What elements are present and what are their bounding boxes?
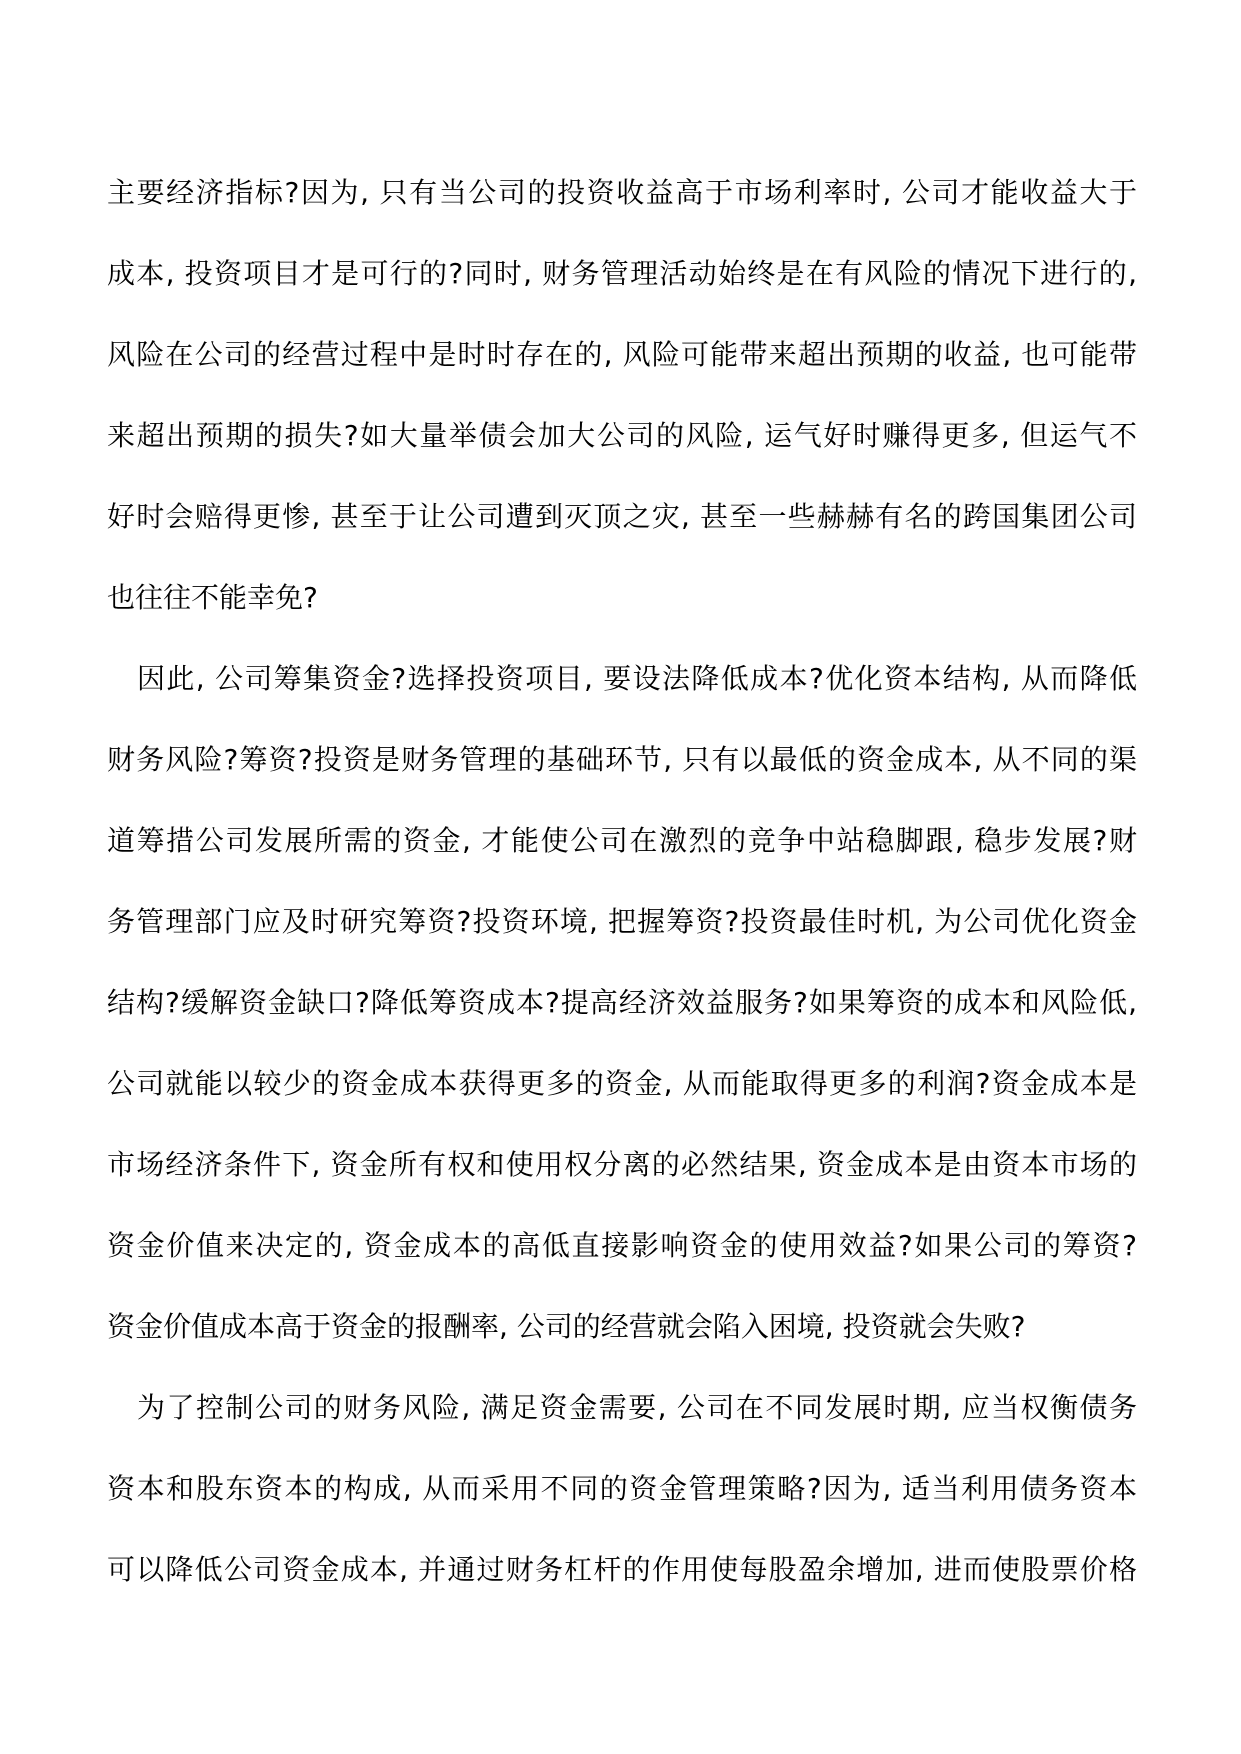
text-line: 资金价值成本高于资金的报酬率, 公司的经营就会陷入困境, 投资就会失败? [107, 1310, 1026, 1343]
text-line: 资金价值来决定的, 资金成本的高低直接影响资金的使用效益?如果公司的筹资? [107, 1229, 1137, 1262]
text-line: 成本, 投资项目才是可行的?同时, 财务管理活动始终是在有风险的情况下进行的, [107, 257, 1137, 290]
text-line: 市场经济条件下, 资金所有权和使用权分离的必然结果, 资金成本是由资本市场的 [107, 1148, 1137, 1181]
text-line: 结构?缓解资金缺口?降低筹资成本?提高经济效益服务?如果筹资的成本和风险低, [107, 986, 1137, 1019]
text-line: 务管理部门应及时研究筹资?投资环境, 把握筹资?投资最佳时机, 为公司优化资金 [107, 905, 1137, 938]
text-line: 主要经济指标?因为, 只有当公司的投资收益高于市场利率时, 公司才能收益大于 [107, 176, 1137, 209]
document-body [107, 152, 1137, 1610]
paragraph-first-line: 为了控制公司的财务风险, 满足资金需要, 公司在不同发展时期, 应当权衡债务 [137, 1391, 1137, 1424]
text-line: 可以降低公司资金成本, 并通过财务杠杆的作用使每股盈余增加, 进而使股票价格 [107, 1553, 1137, 1586]
text-line: 好时会赔得更惨, 甚至于让公司遭到灭顶之灾, 甚至一些赫赫有名的跨国集团公司 [107, 500, 1137, 533]
text-line: 公司就能以较少的资金成本获得更多的资金, 从而能取得更多的利润?资金成本是 [107, 1067, 1137, 1100]
text-line: 也往往不能幸免? [107, 581, 318, 614]
text-line: 资本和股东资本的构成, 从而采用不同的资金管理策略?因为, 适当利用债务资本 [107, 1472, 1137, 1505]
text-line: 道筹措公司发展所需的资金, 才能使公司在激烈的竞争中站稳脚跟, 稳步发展?财 [107, 824, 1137, 857]
text-line: 风险在公司的经营过程中是时时存在的, 风险可能带来超出预期的收益, 也可能带 [107, 338, 1137, 371]
paragraph-first-line: 因此, 公司筹集资金?选择投资项目, 要设法降低成本?优化资本结构, 从而降低 [137, 662, 1137, 695]
text-line: 财务风险?筹资?投资是财务管理的基础环节, 只有以最低的资金成本, 从不同的渠 [107, 743, 1137, 776]
text-line: 来超出预期的损失?如大量举债会加大公司的风险, 运气好时赚得更多, 但运气不 [107, 419, 1137, 452]
